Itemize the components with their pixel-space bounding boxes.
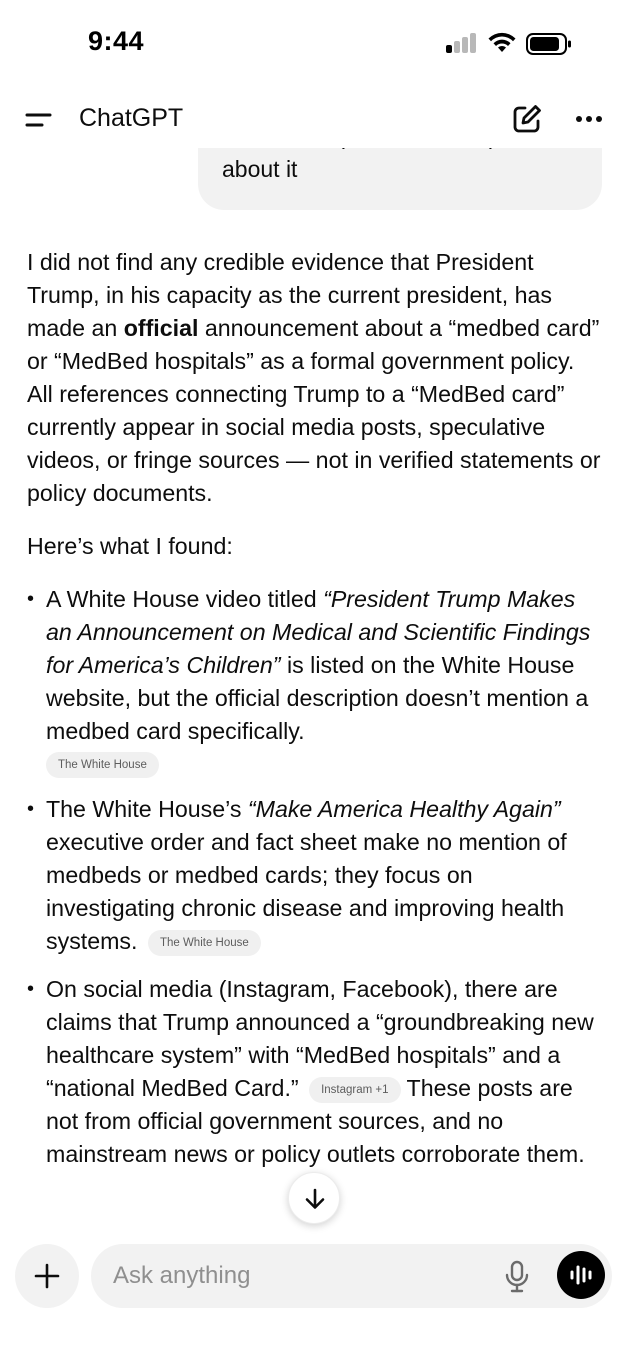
bullet-text: The White House’s <box>46 796 248 822</box>
more-icon <box>570 100 610 138</box>
answer-intro <box>27 246 605 510</box>
bullet-text: is listed on the White House website, but the official description doesn’t mention a medbed card specifically. <box>46 652 589 744</box>
citation-chip-white-house[interactable]: The White House <box>148 930 261 956</box>
message-input-container <box>91 1244 612 1308</box>
voice-mode-icon <box>569 1264 593 1286</box>
wifi-icon <box>487 30 517 54</box>
answer-intro-bold: official <box>123 315 199 341</box>
battery-icon <box>526 33 572 55</box>
findings-list <box>27 583 605 1171</box>
user-message-line: about it <box>222 156 298 182</box>
scroll-to-bottom-button[interactable] <box>288 1172 340 1224</box>
bullet-text: executive order and fact sheet make no mention of medbeds or medbed cards; they focus on investigating chronic disease and improving health systems. <box>46 829 567 954</box>
citation-chip-instagram[interactable]: Instagram +1 <box>309 1077 400 1103</box>
dictate-button[interactable] <box>503 1260 531 1294</box>
status-bar <box>0 0 634 90</box>
list-item <box>27 793 605 958</box>
message-input[interactable] <box>113 1256 493 1296</box>
answer-intro-text: announcement about a “medbed card” or “MedBed hospitals” as a formal government policy. All references connecting Trump to a “MedBed card” currently appear in social media posts, speculative videos, or fringe sources — not in verified statements or policy documents. <box>27 315 601 506</box>
voice-mode-button[interactable] <box>557 1251 605 1299</box>
chat-thread[interactable] <box>0 148 634 1233</box>
bullet-text: On social media (Instagram, Facebook), there are claims that Trump announced a “groundbreaking new healthcare system” with “MedBed hospitals” and a “national MedBed Card.” <box>46 976 594 1101</box>
answer-intro-text: I did not find any credible evidence that President Trump, in his capacity as the current president, has made an <box>27 249 552 341</box>
status-time: 9:44 <box>88 26 145 56</box>
composer <box>0 1236 634 1370</box>
new-chat-icon <box>508 100 546 138</box>
app-header <box>0 90 634 148</box>
arrow-down-icon <box>303 1187 327 1211</box>
list-item <box>27 973 605 1171</box>
assistant-message <box>27 246 605 1186</box>
citation-chip-white-house[interactable]: The White House <box>46 752 159 778</box>
bullet-text: These posts are not from official government sources, and no mainstream news or policy outlets corroborate them. <box>46 1075 585 1167</box>
mic-icon <box>503 1260 531 1294</box>
new-chat-button[interactable] <box>508 100 546 138</box>
bullet-text: A White House video titled <box>46 586 324 612</box>
add-attachment-button[interactable] <box>15 1244 79 1308</box>
cellular-signal-icon <box>446 33 478 53</box>
menu-button[interactable] <box>20 100 60 138</box>
bullet-italic: “President Trump Makes an Announcement on Medical and Scientific Findings for America’s Children” <box>46 586 591 678</box>
list-item <box>27 583 605 778</box>
plus-icon <box>34 1263 60 1289</box>
app-title: ChatGPT <box>79 104 184 132</box>
more-options-button[interactable] <box>570 100 610 138</box>
bullet-italic: “Make America Healthy Again” <box>247 796 561 822</box>
found-heading: Here’s what I found: <box>27 533 233 559</box>
menu-icon <box>20 100 60 138</box>
